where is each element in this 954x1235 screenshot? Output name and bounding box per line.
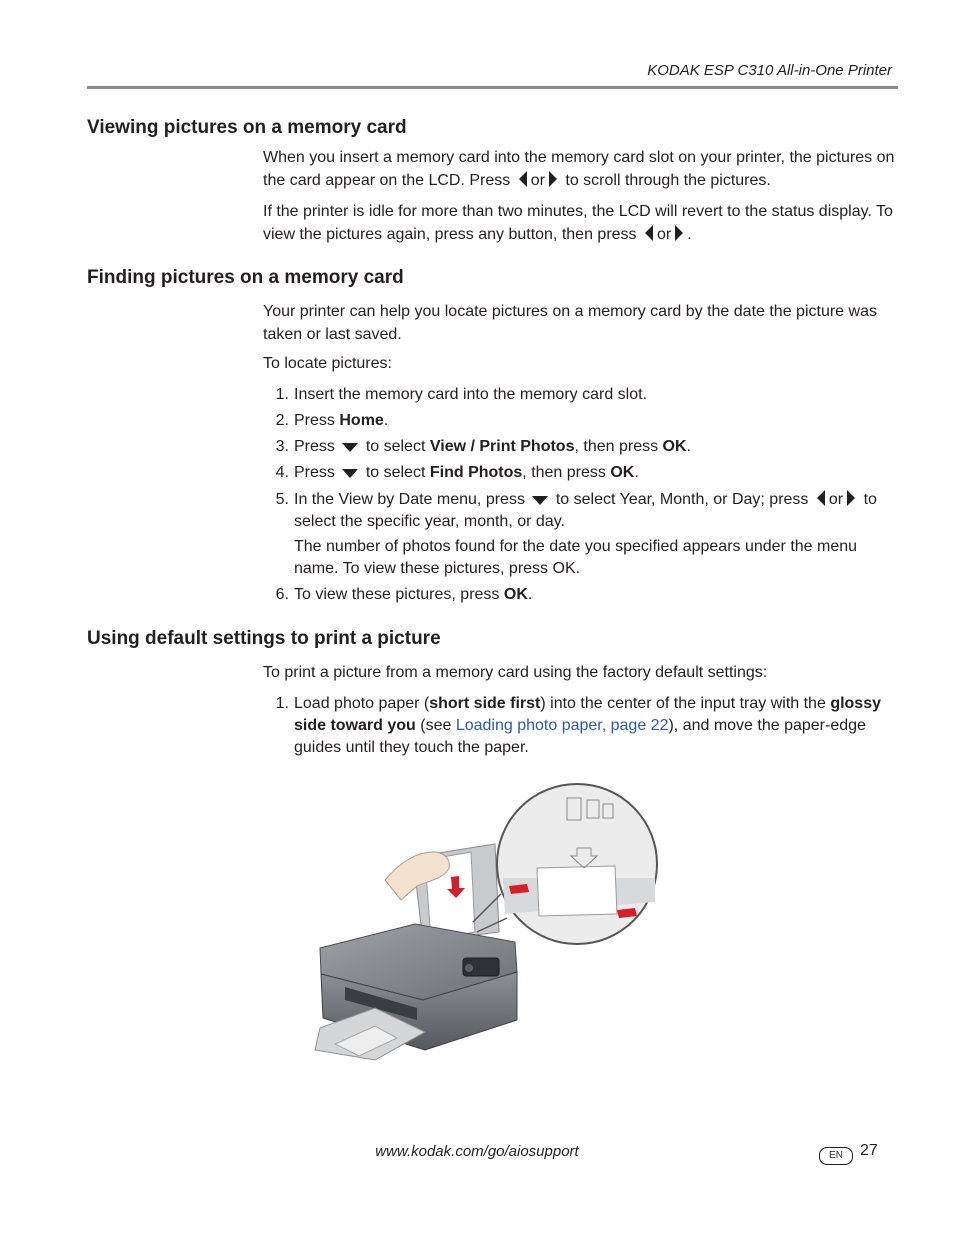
printer-paper-loading-illustration — [305, 782, 665, 1077]
loading-photo-paper-link[interactable]: Loading photo paper, page 22 — [455, 717, 669, 734]
step-text-c: to select the specific year, month, or day. — [294, 491, 877, 530]
step-text: Insert the memory card into the memory card slot. — [294, 386, 648, 403]
step-text-b: ) into the center of the input tray with the — [540, 695, 826, 712]
page-number: 27 — [860, 1142, 878, 1159]
step-text-c: , then press — [574, 438, 659, 455]
section-title-viewing: Viewing pictures on a memory card — [87, 117, 407, 138]
header-rule — [87, 86, 898, 89]
short-side-first: short side first — [429, 695, 541, 712]
section-title-default: Using default settings to print a picture — [87, 628, 441, 649]
section-title-finding: Finding pictures on a memory card — [87, 267, 404, 288]
default-intro: To print a picture from a memory card using the factory default settings: — [263, 664, 768, 681]
ok-key-label: OK — [610, 464, 635, 481]
step-text-d: ), and move the paper-edge guides until they touch the paper. — [294, 717, 866, 756]
panel-button — [465, 964, 473, 972]
step-text-a: Load photo paper ( — [294, 695, 430, 712]
ok-key-label: OK — [662, 438, 687, 455]
viewing-paragraph-2 — [263, 201, 903, 246]
viewing-p2-text: If the printer is idle for more than two minutes, the LCD will revert to the status display. To view the pictures again, press any button, then press — [263, 203, 893, 243]
period: . — [634, 464, 639, 481]
down-arrow-icon — [342, 441, 358, 453]
right-arrow-icon — [674, 225, 684, 241]
language-badge: EN — [819, 1147, 853, 1165]
step-text — [294, 410, 904, 432]
step-text-a: Press — [294, 438, 335, 455]
menu-label: View / Print Photos — [429, 438, 575, 455]
ok-key-label: OK — [503, 586, 528, 603]
left-arrow-icon — [518, 171, 528, 187]
step-text — [294, 693, 904, 759]
step-number: 1. — [275, 386, 289, 403]
or-text: or — [530, 171, 545, 189]
viewing-paragraph-1 — [263, 147, 903, 192]
finding-intro: Your printer can help you locate pictures on a memory card by the date the picture was taken or last saved. — [263, 303, 877, 343]
period: . — [527, 586, 533, 603]
step-text-a: Press — [294, 412, 335, 429]
or-text: or — [657, 225, 672, 243]
step-text-b: to select — [365, 438, 426, 455]
footer-url: www.kodak.com/go/aiosupport — [375, 1143, 579, 1160]
home-key-label: Home — [339, 412, 384, 429]
step-number: 6. — [275, 586, 289, 603]
step-text-c: (see — [420, 717, 452, 734]
glossy-side-toward-you: glossy side toward you — [294, 695, 881, 734]
step-text — [294, 584, 904, 606]
finding-note: The number of photos found for the date you specified appears under the menu name. To view these pictures, press OK. — [294, 538, 858, 577]
step-text-a: Press — [294, 464, 335, 481]
running-title: KODAK ESP C310 All-in-One Printer — [647, 62, 892, 79]
zoom-callout-circle — [497, 784, 657, 944]
left-arrow-icon — [816, 490, 826, 506]
step-number: 4. — [275, 464, 289, 481]
step-text-b: to select Year, Month, or Day; press — [555, 491, 809, 508]
period: . — [687, 225, 692, 243]
step-text-b: to select — [365, 464, 426, 481]
step-number: 2. — [275, 412, 289, 429]
paper-detail — [537, 866, 617, 916]
step-number: 5. — [275, 491, 289, 508]
down-arrow-icon — [342, 467, 358, 479]
step-number: 3. — [275, 438, 289, 455]
period: . — [686, 438, 691, 455]
or-text: or — [828, 491, 844, 508]
step-text — [294, 462, 904, 484]
right-arrow-icon — [548, 171, 558, 187]
right-arrow-icon — [846, 490, 856, 506]
step-text-a: In the View by Date menu, press — [294, 491, 525, 508]
step-text-c: , then press — [522, 464, 606, 481]
step-number: 1. — [275, 695, 289, 712]
down-arrow-icon — [532, 494, 548, 506]
step-text — [294, 436, 904, 458]
period: . — [383, 412, 389, 429]
step-text — [294, 489, 904, 533]
menu-label: Find Photos — [429, 464, 523, 481]
to-locate-text: To locate pictures: — [263, 355, 392, 372]
left-arrow-icon — [644, 225, 654, 241]
viewing-p1-text-b: to scroll through the pictures. — [565, 171, 771, 189]
step-text-a: To view these pictures, press — [294, 586, 500, 603]
viewing-p1-text-a: When you insert a memory card into the memory card slot on your printer, the pictures on the card appear on the LCD. Press — [263, 149, 895, 189]
